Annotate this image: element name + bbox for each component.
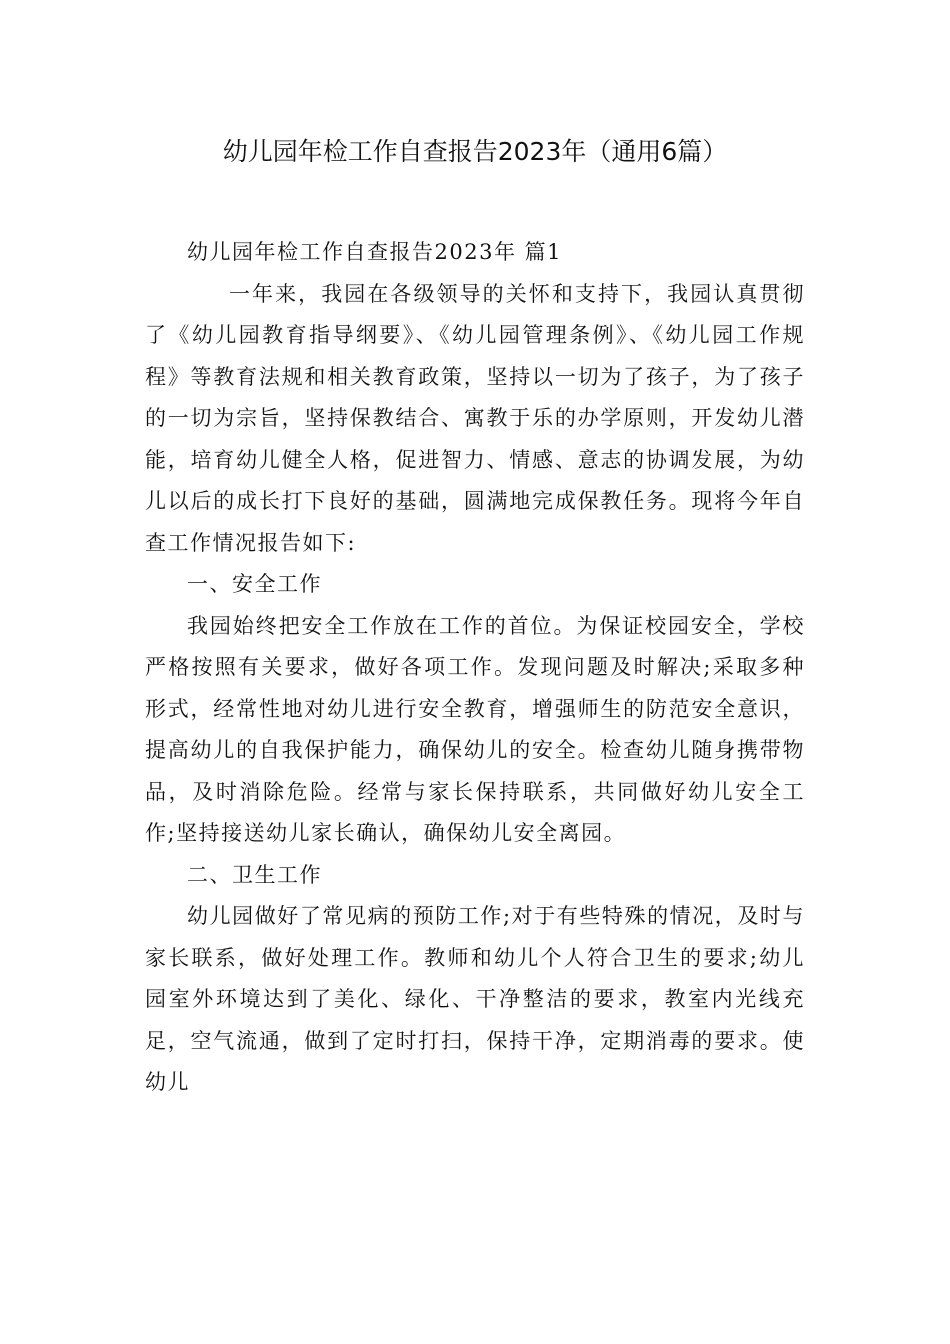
hygiene-paragraph: 幼儿园做好了常见病的预防工作;对于有些特殊的情况，及时与家长联系，做好处理工作。教师和幼儿个人符合卫生的要求;幼儿园室外环境达到了美化、绿化、干净整洁的要求，教室内光线充足，空气流通，做到了定时打扫，保持干净，定期消毒的要求。使幼儿 (145, 904, 805, 1094)
safety-paragraph: 我园始终把安全工作放在工作的首位。为保证校园安全，学校严格按照有关要求，做好各项工作。发现问题及时解决;采取多种形式，经常性地对幼儿进行安全教育，增强师生的防范安全意识，提高幼儿的自我保护能力，确保幼儿的安全。检查幼儿随身携带物品，及时消除危险。经常与家长保持联系，共同做好幼儿安全工作;坚持接送幼儿家长确认，确保幼儿安全离园。 (145, 613, 805, 845)
section-heading-hygiene: 二、卫生工作 (187, 862, 322, 887)
section-heading-safety: 一、安全工作 (187, 572, 322, 596)
part-heading: 幼儿园年检工作自查报告2023年 篇1 (187, 240, 562, 264)
document-body (145, 232, 805, 1104)
document-title: 幼儿园年检工作自查报告2023年（通用6篇） (222, 137, 728, 166)
intro-paragraph: 一年来，我园在各级领导的关怀和支持下，我园认真贯彻了《幼儿园教育指导纲要》、《幼儿园管理条例》、《幼儿园工作规程》等教育法规和相关教育政策，坚持以一切为了孩子，为了孩子的一切为宗旨，坚持保教结合、寓教于乐的办学原则，开发幼儿潜能，培育幼儿健全人格，促进智力、情感、意志的协调发展，为幼儿以后的成长打下良好的基础，圆满地完成保教任务。现将今年自查工作情况报告如下: (145, 281, 805, 555)
